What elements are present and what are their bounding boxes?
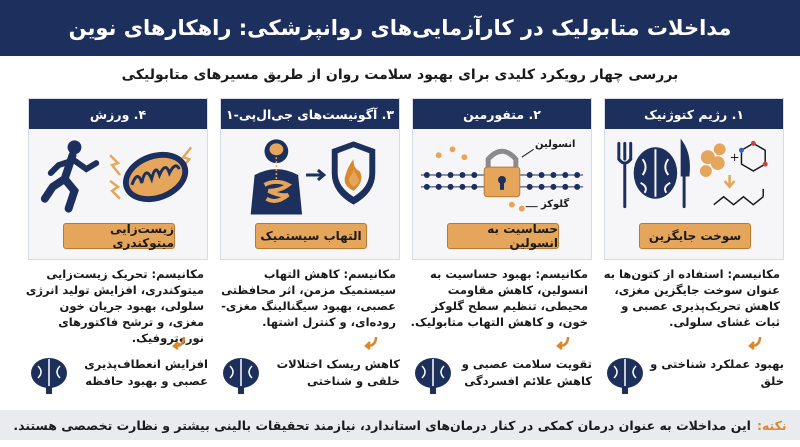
mechanism-text: مکانیسم: استفاده از کتون‌ها به عنوان سوخت جایگزین مغزی، کاهش تحریک‌پذیری عصبی و ثبات غشای سلولی.	[603, 267, 780, 329]
brain-food-molecule-icon	[605, 135, 783, 215]
svg-text:+: +	[729, 150, 740, 165]
card-glp1-agonists	[220, 98, 400, 260]
mechanism-text: مکانیسم: کاهش التهاب سیستمیک مزمن، اثر محافظتی عصبی، بهبود سیگنالینگ مغزی-روده‌ای، و کنترل اشتها.	[221, 267, 396, 329]
outcome-text: کاهش ریسک اختلالات خلقی و شناختی	[276, 357, 400, 388]
outcome-text: افزایش انعطاف‌پذیری عصبی و بهبود حافظه	[84, 357, 208, 388]
card-tag: سوخت جایگزین	[639, 223, 751, 249]
brain-icon	[220, 354, 262, 396]
page-title: مداخلات متابولیک در کارآزمایی‌های روانپزشکی: راهکارهای نوین	[0, 0, 800, 56]
runner-mitochondria-icon	[29, 135, 207, 215]
card-title: ۴. ورزش	[29, 99, 207, 129]
page-subtitle: بررسی چهار رویکرد کلیدی برای بهبود سلامت روان از طریق مسیرهای متابولیکی	[121, 67, 679, 83]
curved-arrow-icon	[554, 336, 570, 350]
card-title: ۲. متفورمین	[413, 99, 591, 129]
curved-arrow-icon	[362, 336, 378, 350]
mechanism-text: مکانیسم: بهبود حساسیت به انسولین، کاهش مقاومت محیطی، تنظیم سطح گلوکز خون، و کاهش التهاب متابولیک.	[410, 267, 588, 329]
card-tag: زیست‌زایی میتوکندری	[63, 223, 175, 249]
outcome	[604, 352, 784, 400]
outcome-text: تقویت سلامت عصبی و کاهش علائم افسردگی	[461, 357, 592, 388]
card-tag: حساسیت به انسولین	[447, 223, 559, 249]
brain-icon	[412, 354, 454, 396]
outcome	[28, 352, 208, 400]
card-tag: التهاب سیستمیک	[255, 223, 367, 249]
note-bar	[0, 410, 800, 440]
outcome	[220, 352, 400, 400]
insulin-label: انسولین	[535, 139, 576, 150]
card-title: ۱. رژیم کتوژنیک	[605, 99, 783, 129]
card-metformin	[412, 98, 592, 260]
mechanism-text: مکانیسم: تحریک زیست‌زایی میتوکندری، افزایش تولید انرژی سلولی، بهبود جریان خون مغزی، و ترشح فاکتورهای نوروتروفیک.	[25, 267, 204, 345]
card-ketogenic-diet	[604, 98, 784, 260]
note-text: این مداخلات به عنوان درمان کمکی در کنار درمان‌های استاندارد، نیازمند تحقیقات بالینی بیشتر و نظارت تخصصی هستند.	[13, 417, 751, 433]
glucose-label: گلوکز	[541, 199, 570, 210]
card-exercise	[28, 98, 208, 260]
curved-arrow-icon	[170, 336, 186, 350]
outcome-text: بهبود عملکرد شناختی و خلق	[650, 357, 784, 388]
card-title: ۳. آگونیست‌های جی‌ال‌پی-۱	[221, 99, 399, 129]
curved-arrow-icon	[746, 336, 762, 350]
brain-icon	[28, 354, 70, 396]
note-label: نکته:	[756, 417, 787, 433]
gut-brain-shield-icon	[221, 135, 399, 215]
outcome	[412, 352, 592, 400]
brain-icon	[604, 354, 646, 396]
